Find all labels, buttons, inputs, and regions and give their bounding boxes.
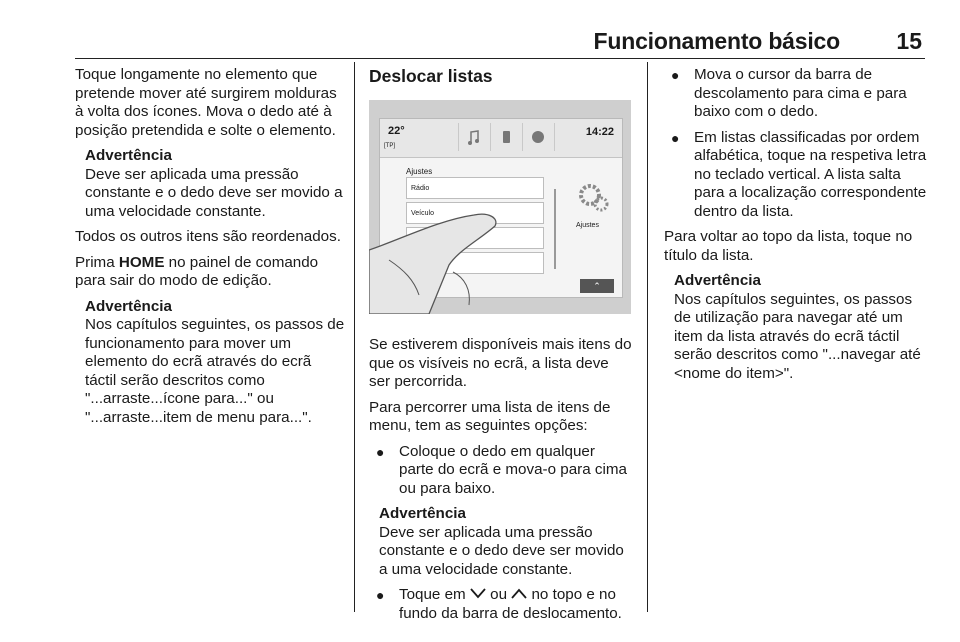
bullet-list [369, 443, 633, 499]
bullet-icon: ● [376, 443, 385, 460]
bullet-icon: ● [671, 67, 680, 83]
column-2 [369, 66, 633, 630]
home-key-label: HOME [118, 253, 165, 271]
list-item-text: Em listas classificadas por ordem alfabética, toque na respetiva letra no teclado vertical. A lista salta para a localização correspondente dentro da lista. [694, 128, 927, 220]
bullet-icon: ● [671, 129, 680, 146]
header-title: Funcionamento básico [593, 28, 840, 54]
column-3 [664, 66, 930, 390]
bullet-icon: ● [376, 587, 385, 603]
note-block [379, 505, 633, 579]
text-span: Prima [75, 253, 119, 271]
list-item-text: Toque em [399, 586, 470, 603]
paragraph [75, 254, 345, 291]
column-divider-2 [647, 62, 648, 612]
paragraph: Todos os outros itens são reordenados. [75, 228, 341, 245]
list-item-text: ou [485, 586, 512, 603]
column-divider-1 [354, 62, 355, 612]
paragraph: Para percorrer uma lista de itens de menu, tem as seguintes opções: [369, 398, 611, 434]
chevron-down-icon [470, 588, 486, 599]
chevron-up-icon [511, 588, 527, 599]
hand-icon [369, 100, 631, 314]
list-item [369, 443, 633, 499]
list-item [664, 129, 930, 222]
note-title: Advertência [379, 505, 466, 522]
page-number: 15 [896, 28, 922, 54]
note-title: Advertência [85, 297, 172, 315]
list-item [369, 586, 633, 623]
touchscreen-figure [369, 100, 631, 314]
figure-settings-label: Ajustes [576, 222, 599, 229]
figure-list-title: Ajustes [406, 167, 433, 176]
note-text: Deve ser aplicada uma pressão constante e o dedo deve ser movido a uma velocidade constante. [85, 165, 343, 220]
note-title: Advertência [85, 147, 172, 164]
section-title: Deslocar listas [369, 66, 493, 86]
column-1 [75, 66, 345, 434]
paragraph: Para voltar ao topo da lista, toque no título da lista. [664, 228, 913, 264]
page-header [75, 28, 925, 62]
note-text: Nos capítulos seguintes, os passos de utilização para navegar até um item da lista através do ecrã táctil serão descritos como "...navegar até <nome do item>". [674, 290, 921, 382]
list-item-text: Mova o cursor da barra de descolamento para cima e para baixo com o dedo. [694, 66, 907, 120]
note-text: Nos capítulos seguintes, os passos de funcionamento para mover um elemento do ecrã através do ecrã táctil serão descritos como "...arraste...ícone para..." ou "...arraste...item de menu para...". [85, 316, 345, 426]
note-block [674, 272, 930, 383]
bullet-list [369, 586, 633, 623]
header-rule [75, 58, 925, 59]
paragraph: Se estiverem disponíveis mais itens do que os visíveis no ecrã, a lista deve ser percorrida. [369, 336, 632, 390]
list-item-text: Coloque o dedo em qualquer parte do ecrã e mova-o para cima ou para baixo. [399, 442, 627, 497]
paragraph: Toque longamente no elemento que pretende mover até surgirem molduras à volta dos ícones. Mova o dedo até à posição pretendida e solte o elemento. [75, 66, 337, 139]
list-item [664, 66, 930, 122]
figure-temperature: 22° [388, 125, 405, 137]
text-span: no painel de comando para sair do modo de edição. [75, 253, 319, 289]
figure-list-item: Rádio [406, 177, 544, 199]
list-item-text: no topo e no fundo da barra de deslocamento. [399, 586, 622, 622]
figure-tp-label: [TP] [384, 143, 396, 149]
chevron-up-icon: ⌃ [580, 279, 614, 293]
note-text: Deve ser aplicada uma pressão constante e o dedo deve ser movido a uma velocidade constante. [379, 523, 624, 578]
figure-list-item: Veículo [406, 202, 544, 224]
note-block [85, 147, 345, 221]
note-block [85, 298, 345, 428]
bullet-list [664, 66, 930, 221]
note-title: Advertência [674, 272, 761, 289]
figure-time: 14:22 [585, 126, 614, 138]
